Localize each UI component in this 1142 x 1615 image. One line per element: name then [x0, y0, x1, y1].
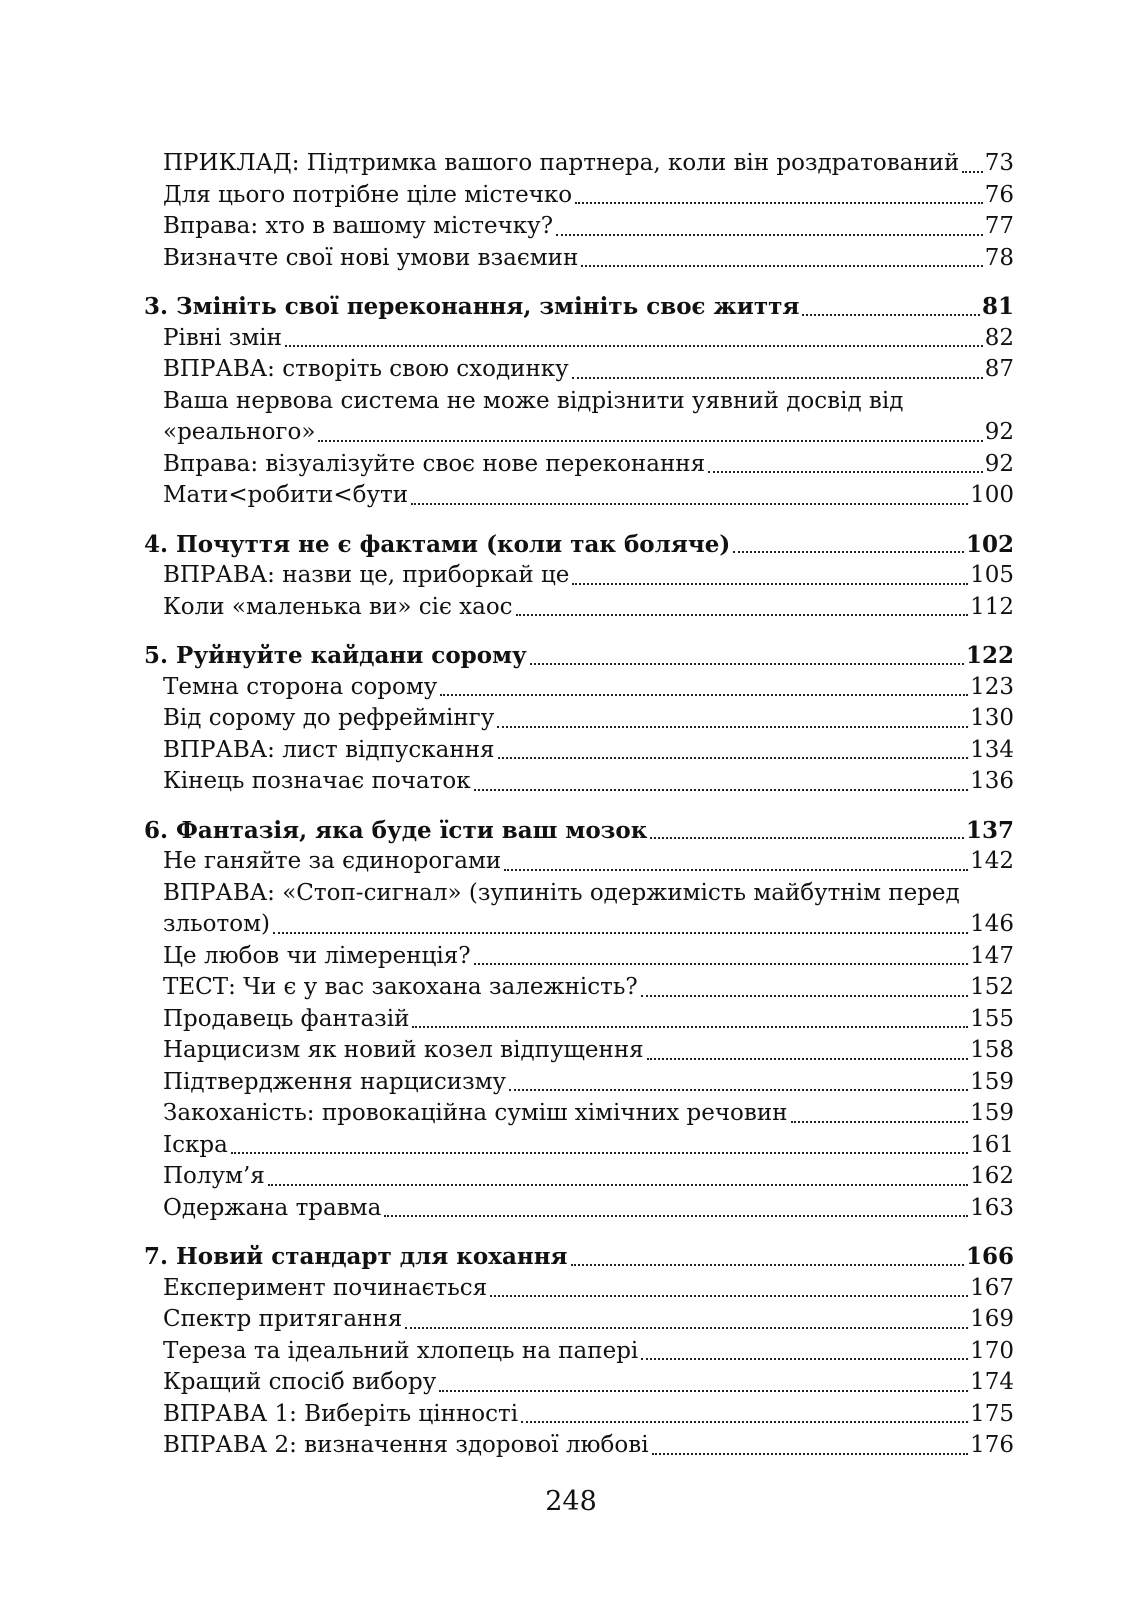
dot-leader: [575, 202, 983, 204]
toc-entry: [144, 1430, 1014, 1462]
dot-leader: [572, 377, 983, 379]
toc-entry: [144, 386, 1014, 449]
entry-title: Продавець фантазій: [163, 1005, 410, 1032]
entry-page-number: 155: [970, 1005, 1014, 1032]
entry-page-number: 167: [970, 1274, 1014, 1301]
toc-chapter-heading: [144, 815, 1014, 847]
dot-leader: [384, 1215, 968, 1217]
entry-page-number: 105: [970, 562, 1014, 588]
dot-leader: [411, 503, 968, 505]
toc-chapter: [144, 1237, 1014, 1475]
entry-page-number: 175: [970, 1400, 1014, 1427]
entry-title-last-line: [163, 417, 1014, 449]
dot-leader: [318, 440, 982, 442]
entry-page-number: 158: [970, 1037, 1014, 1063]
entry-title: Іскра: [163, 1131, 228, 1158]
dot-leader: [647, 1058, 968, 1060]
toc-chapter-heading: [144, 640, 1014, 672]
entry-page-number: 163: [970, 1194, 1014, 1221]
entry-title: ПРИКЛАД: Підтримка вашого партнера, коли він роздратований: [163, 150, 960, 176]
dot-leader: [802, 314, 980, 316]
chapter-title: 5. Руйнуйте кайдани сорому: [144, 642, 527, 669]
dot-leader: [516, 614, 969, 616]
dot-leader: [791, 1121, 969, 1123]
toc-chapter: [144, 287, 1014, 525]
entry-page-number: 130: [970, 705, 1014, 731]
toc-entry: [144, 1098, 1014, 1130]
entry-title: Вправа: візуалізуйте своє нове переконання: [163, 450, 706, 477]
entry-page-number: 100: [970, 482, 1014, 508]
entry-title-last-line: [163, 909, 1014, 941]
entry-title: ВПРАВА: лист відпускання: [163, 736, 495, 763]
dot-leader: [962, 171, 982, 173]
entry-title: Підтвердження нарцисизму: [163, 1068, 507, 1095]
toc-entry: [144, 180, 1014, 212]
entry-title: ВПРАВА: назви це, приборкай це: [163, 562, 570, 588]
entry-title: ВПРАВА: створіть свою сходинку: [163, 356, 569, 382]
toc-entry: [144, 480, 1014, 512]
entry-title: Для цього потрібне ціле містечко: [163, 181, 573, 208]
toc-entry: [144, 1304, 1014, 1336]
entry-page-number: 169: [970, 1306, 1014, 1332]
dot-leader: [652, 1453, 969, 1455]
entry-page-number: 134: [970, 736, 1014, 763]
entry-title: ТЕСТ: Чи є у вас закохана залежність?: [163, 974, 638, 1000]
entry-page-number: 73: [984, 150, 1014, 176]
entry-page-number: 159: [970, 1068, 1014, 1095]
toc-entry: [144, 766, 1014, 798]
entry-page-number: 92: [984, 450, 1014, 477]
toc-entry: [144, 1161, 1014, 1193]
dot-leader: [490, 1295, 968, 1297]
entry-title: Коли «маленька ви» сіє хаос: [163, 593, 513, 620]
toc-chapter-heading: [144, 529, 1014, 561]
dot-leader: [504, 869, 968, 871]
toc-entry: [144, 672, 1014, 704]
dot-leader: [231, 1152, 968, 1154]
entry-title: Кращий спосіб вибору: [163, 1369, 437, 1395]
dot-leader: [439, 1390, 968, 1392]
dot-leader: [641, 995, 968, 997]
entry-page-number: 82: [984, 324, 1014, 351]
entry-title: ВПРАВА 1: Виберіть цінності: [163, 1400, 519, 1427]
dot-leader: [474, 963, 969, 965]
entry-title: Закоханість: провокаційна суміш хімічних речовин: [163, 1100, 788, 1126]
chapter-title: 6. Фантазія, яка буде їсти ваш мозок: [144, 816, 648, 844]
toc-entry: [144, 1004, 1014, 1036]
dot-leader: [708, 471, 983, 473]
entry-title-block: [163, 878, 1014, 941]
toc-entry: [144, 878, 1014, 941]
dot-leader: [440, 694, 968, 696]
entry-title: Мати<робити<бути: [163, 482, 409, 508]
dot-leader: [273, 932, 968, 934]
entry-page-number: 112: [970, 593, 1014, 620]
entry-page-number: 87: [984, 356, 1014, 382]
toc-entry: [144, 972, 1014, 1004]
entry-title: ВПРАВА 2: визначення здорової любові: [163, 1432, 649, 1458]
entry-title: Кінець позначає початок: [163, 768, 471, 794]
entry-page-number: 78: [984, 244, 1014, 271]
toc-chapter: [144, 636, 1014, 811]
entry-page-number: 136: [970, 768, 1014, 794]
toc-entry: [144, 1035, 1014, 1067]
entry-title-line: ВПРАВА: «Стоп-сигнал» (зупиніть одержимість майбутнім перед: [163, 879, 960, 906]
toc-entry: [144, 1273, 1014, 1305]
entry-title: Полум’я: [163, 1163, 265, 1189]
dot-leader: [285, 345, 983, 347]
toc-entry: [144, 1130, 1014, 1162]
page-number: 248: [545, 1486, 597, 1517]
toc-entry: [144, 560, 1014, 592]
toc-entry: [144, 1399, 1014, 1431]
dot-leader: [412, 1026, 968, 1028]
toc-entry: [144, 243, 1014, 275]
entry-page-number: 92: [984, 419, 1014, 445]
dot-leader: [650, 837, 964, 839]
entry-title: Вправа: хто в вашому містечку?: [163, 213, 554, 239]
entry-title-line: зльотом): [163, 911, 270, 937]
entry-page-number: 147: [970, 942, 1014, 969]
dot-leader: [581, 265, 982, 267]
dot-leader: [571, 1264, 964, 1266]
entry-page-number: 176: [970, 1432, 1014, 1458]
entry-title: Не ганяйте за єдинорогами: [163, 848, 502, 874]
chapter-page-number: 122: [965, 642, 1014, 669]
entry-title: Експеримент починається: [163, 1274, 488, 1301]
chapter-title: 4. Почуття не є фактами (коли так боляче): [144, 530, 731, 558]
entry-page-number: 161: [970, 1131, 1014, 1158]
entry-page-number: 146: [970, 911, 1014, 937]
toc-entry: [144, 354, 1014, 386]
entry-page-number: 152: [970, 974, 1014, 1000]
dot-leader: [641, 1358, 968, 1360]
entry-page-number: 123: [970, 673, 1014, 700]
entry-page-number: 170: [970, 1337, 1014, 1364]
dot-leader: [498, 757, 969, 759]
dot-leader: [530, 663, 964, 665]
chapter-page-number: 166: [965, 1243, 1014, 1270]
toc-entry: [144, 323, 1014, 355]
chapter-page-number: 81: [981, 293, 1014, 320]
toc-entry: [144, 1193, 1014, 1225]
dot-leader: [733, 551, 964, 553]
toc-chapter-heading: [144, 291, 1014, 323]
toc-chapter-heading: [144, 1241, 1014, 1273]
chapter-page-number: 102: [965, 530, 1014, 558]
entry-page-number: 159: [970, 1100, 1014, 1126]
toc-entry: [144, 1336, 1014, 1368]
toc-entry: [144, 211, 1014, 243]
dot-leader: [572, 583, 968, 585]
toc-chapter: [144, 811, 1014, 1238]
toc-entry: [144, 703, 1014, 735]
entry-title: Темна сторона сорому: [163, 673, 438, 700]
toc-entry: [144, 592, 1014, 624]
entry-title: Нарцисизм як новий козел відпущення: [163, 1037, 644, 1063]
entry-title: Одержана травма: [163, 1194, 382, 1221]
dot-leader: [405, 1327, 968, 1329]
entry-title-block: [163, 386, 1014, 449]
toc-chapter: [144, 148, 1014, 287]
dot-leader: [268, 1184, 968, 1186]
entry-page-number: 142: [970, 848, 1014, 874]
toc-entry: [144, 449, 1014, 481]
toc-entry: [144, 846, 1014, 878]
entry-title-line: «реального»: [163, 419, 316, 445]
table-of-contents: [144, 148, 1014, 1475]
entry-title: Спектр притягання: [163, 1306, 403, 1332]
entry-page-number: 174: [970, 1369, 1014, 1395]
entry-title: Визначте свої нові умови взаємин: [163, 244, 579, 271]
toc-entry: [144, 1067, 1014, 1099]
chapter-page-number: 137: [965, 816, 1014, 844]
entry-title: Рівні змін: [163, 324, 282, 351]
chapter-title: 3. Змініть свої переконання, змініть своє життя: [144, 293, 800, 320]
dot-leader: [497, 726, 968, 728]
dot-leader: [509, 1089, 968, 1091]
toc-entry: [144, 941, 1014, 973]
entry-page-number: 77: [984, 213, 1014, 239]
entry-title: Від сорому до рефреймінгу: [163, 705, 495, 731]
dot-leader: [521, 1421, 968, 1423]
chapter-title: 7. Новий стандарт для кохання: [144, 1243, 568, 1270]
entry-title-line: Ваша нервова система не може відрізнити уявний досвід від: [163, 387, 904, 414]
toc-entry: [144, 148, 1014, 180]
toc-entry: [144, 735, 1014, 767]
toc-entry: [144, 1367, 1014, 1399]
entry-title: Тереза та ідеальний хлопець на папері: [163, 1337, 639, 1364]
entry-page-number: 162: [970, 1163, 1014, 1189]
entry-title: Це любов чи лімеренція?: [163, 942, 471, 969]
toc-chapter: [144, 525, 1014, 637]
entry-page-number: 76: [984, 181, 1014, 208]
dot-leader: [556, 234, 983, 236]
dot-leader: [474, 789, 968, 791]
